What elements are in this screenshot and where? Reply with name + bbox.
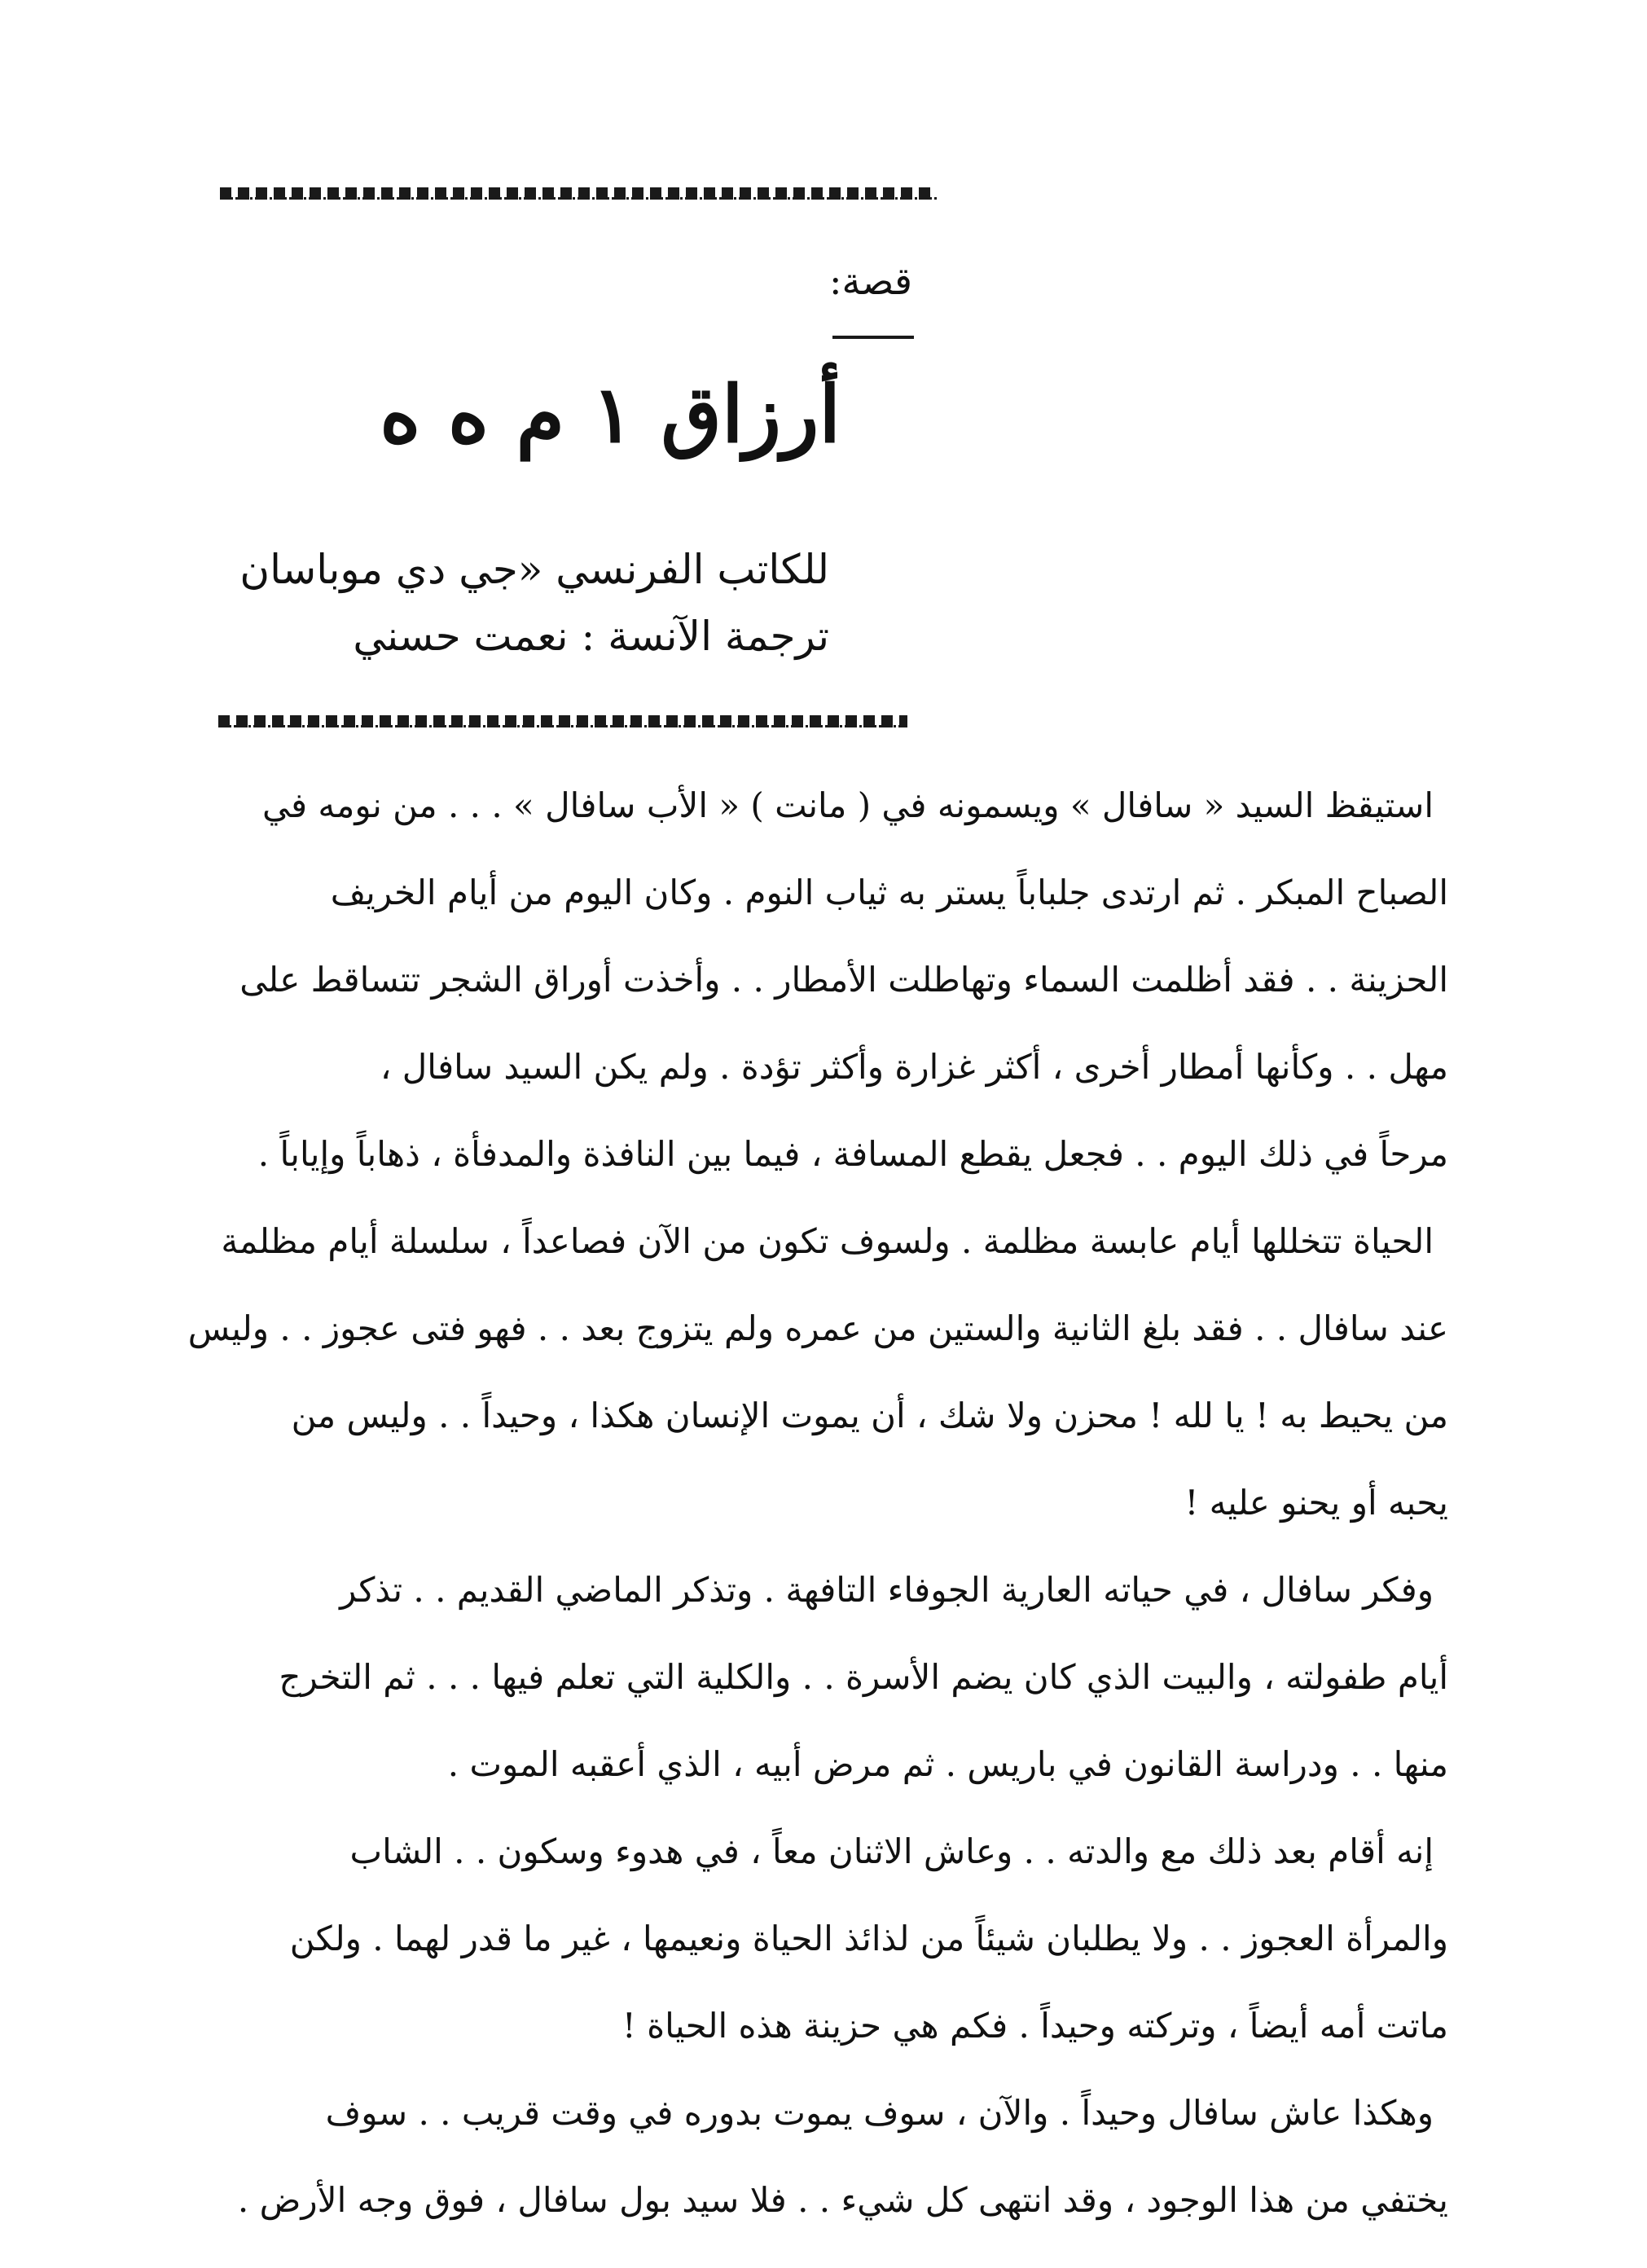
text-line: عند سافال . . فقد بلغ الثانية والستين من عمره ولم يتزوج بعد . . فهو فتى عجوز . . وليس xyxy=(187,1308,1448,1348)
body-text xyxy=(187,762,1448,2244)
text-line: ماتت أمه أيضاً ، وتركته وحيداً . فكم هي حزينة هذه الحياة ! xyxy=(621,2006,1448,2046)
paragraph-4 xyxy=(187,1808,1448,2069)
story-label-underline xyxy=(832,336,914,339)
paragraph-3 xyxy=(187,1546,1448,1808)
text-line: الصباح المبكر . ثم ارتدى جلباباً يستر به ثياب النوم . وكان اليوم من أيام الخريف xyxy=(330,872,1448,912)
text-line: مرحاً في ذلك اليوم . . فجعل يقطع المسافة ، فيما بين النافذة والمدفأة ، ذهاباً وإياباً . xyxy=(257,1134,1448,1174)
text-line: يختفي من هذا الوجود ، وقد انتهى كل شيء . . فلا سيد بول سافال ، فوق وجه الأرض . xyxy=(237,2180,1448,2220)
text-line: يحبه أو يحنو عليه ! xyxy=(1184,1483,1448,1523)
story-title: أرزاق ١ م ه ه xyxy=(380,368,841,460)
top-decorative-rule xyxy=(220,187,937,200)
story-label: قصة: xyxy=(828,259,912,303)
text-line: استيقظ السيد « سافال » ويسمونه في ( مانت ) « الأب سافال » . . . من نومه في xyxy=(261,785,1434,825)
paragraph-5 xyxy=(187,2069,1448,2244)
paragraph-1 xyxy=(187,762,1448,1198)
text-line: الحياة تتخللها أيام عابسة مظلمة . ولسوف تكون من الآن فصاعداً ، سلسلة أيام مظلمة xyxy=(221,1221,1434,1261)
text-line: إنه أقام بعد ذلك مع والدته . . وعاش الاثنان معاً ، في هدوء وسكون . . الشاب xyxy=(349,1831,1434,1871)
text-line: مهل . . وكأنها أمطار أخرى ، أكثر غزارة وأكثر تؤدة . ولم يكن السيد سافال ، xyxy=(380,1047,1448,1087)
paragraph-2 xyxy=(187,1198,1448,1546)
author-line: للكاتب الفرنسي «جي دي موباسان xyxy=(239,546,829,593)
bottom-decorative-rule xyxy=(218,715,907,727)
text-line: منها . . ودراسة القانون في باريس . ثم مرض أبيه ، الذي أعقبه الموت . xyxy=(447,1744,1448,1784)
text-line: من يحيط به ! يا لله ! محزن ولا شك ، أن يموت الإنسان هكذا ، وحيداً . . وليس من xyxy=(291,1396,1448,1435)
text-line: والمرأة العجوز . . ولا يطلبان شيئاً من لذائذ الحياة ونعيمها ، غير ما قدر لهما . ولكن xyxy=(289,1919,1448,1958)
text-line: أيام طفولته ، والبيت الذي كان يضم الأسرة . . والكلية التي تعلم فيها . . . ثم التخرج xyxy=(279,1657,1448,1697)
text-line: وفكر سافال ، في حياته العارية الجوفاء التافهة . وتذكر الماضي القديم . . تذكر xyxy=(340,1570,1434,1610)
translator-line: ترجمة الآنسة : نعمت حسني xyxy=(353,613,829,660)
text-line: الحزينة . . فقد أظلمت السماء وتهاطلت الأمطار . . وأخذت أوراق الشجر تتساقط على xyxy=(239,960,1448,1000)
text-line: وهكذا عاش سافال وحيداً . والآن ، سوف يموت بدوره في وقت قريب . . سوف xyxy=(325,2093,1434,2133)
